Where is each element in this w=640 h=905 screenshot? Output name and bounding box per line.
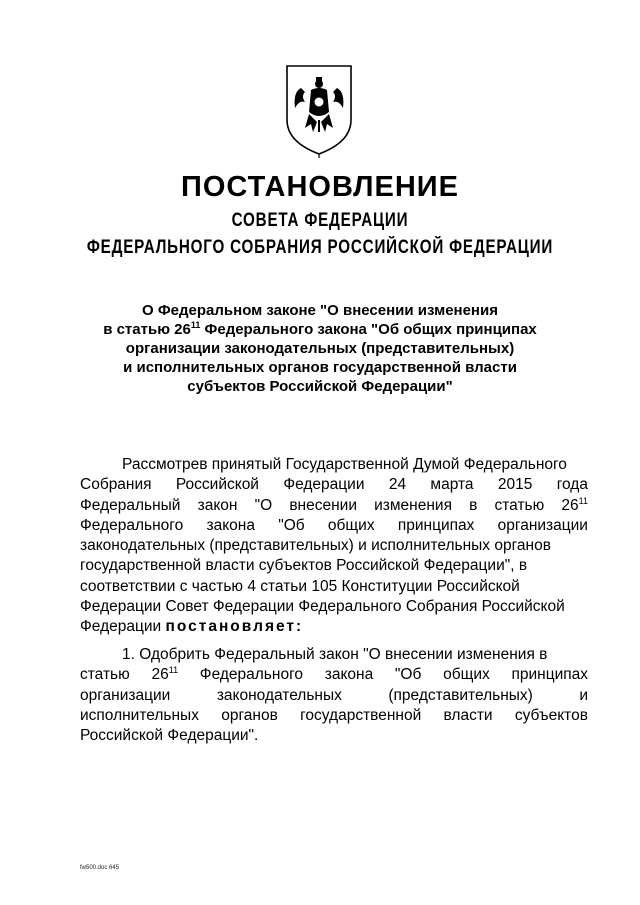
paragraph-line: соответствии с частью 4 статьи 105 Конституции Российской	[80, 577, 520, 595]
word: организации	[80, 686, 171, 704]
paragraph-line	[80, 665, 588, 685]
word: внесении	[289, 496, 357, 514]
word: закон	[197, 496, 238, 514]
word: принципах	[511, 666, 588, 684]
word: органов	[221, 706, 278, 724]
paragraph-line: 1. Одобрить Федеральный закон "О внесении изменения в	[122, 646, 548, 663]
document-code: fw500.doc 645	[80, 865, 120, 871]
preamble-paragraph	[80, 455, 588, 638]
word: "Об	[394, 666, 422, 684]
paragraph-line: Рассмотрев принятый Государственной Думой Федерального	[122, 456, 567, 473]
article-number	[561, 496, 588, 516]
paragraph-line: государственной власти субъектов Российской Федерации", в	[80, 557, 528, 575]
word: изменения	[374, 496, 452, 514]
article-number-text: 26	[151, 666, 169, 684]
russian-coat-of-arms-emblem-icon	[283, 62, 355, 158]
word: закона	[206, 516, 255, 534]
article-superscript: 11	[168, 665, 179, 676]
document-title: ПОСТАНОВЛЕНИЕ	[181, 171, 459, 203]
word: статью	[80, 666, 130, 684]
paragraph-line	[80, 686, 588, 706]
word: года	[556, 476, 588, 494]
word: (представительных)	[388, 686, 533, 704]
word: 24	[388, 476, 407, 494]
paragraph-line	[80, 617, 588, 637]
word: исполнительных	[80, 706, 199, 724]
paragraph-line	[80, 496, 588, 516]
resolution-item-1	[80, 645, 588, 746]
word: Федерального	[199, 666, 303, 684]
issuer-line-2: ФЕДЕРАЛЬНОГО СОБРАНИЯ РОССИЙСКОЙ ФЕДЕРАЦИИ	[86, 237, 554, 258]
word: 2015	[497, 476, 533, 494]
paragraph-text: Федерации	[80, 618, 166, 636]
word: "О	[254, 496, 273, 514]
heading-line: организации законодательных (представительных)	[125, 340, 515, 357]
paragraph-line	[80, 516, 588, 536]
word: закона	[324, 666, 374, 684]
word: принципах	[397, 516, 475, 534]
word: общих	[443, 666, 490, 684]
article-superscript: 11	[578, 495, 588, 506]
heading-text: в статью 26	[103, 321, 191, 338]
resolves-keyword: постановляет:	[165, 618, 304, 636]
heading-line: субъектов Российской Федерации"	[187, 378, 453, 395]
paragraph-line	[80, 706, 588, 726]
paragraph-line	[80, 475, 588, 495]
word: Федерального	[80, 516, 184, 534]
heading-text: Федерального закона "Об общих принципах	[200, 321, 537, 338]
article-superscript: 11	[190, 320, 201, 330]
word: власти	[443, 706, 493, 724]
word: Федеральный	[80, 496, 181, 514]
word: законодательных	[216, 686, 342, 704]
word: Собрания	[80, 476, 152, 494]
issuer-line-1: СОВЕТА ФЕДЕРАЦИИ	[231, 210, 409, 231]
word: организации	[497, 516, 588, 534]
heading-line: О Федеральном законе "О внесении изменения	[142, 302, 498, 319]
word: субъектов	[514, 706, 588, 724]
heading-line: и исполнительных органов государственной власти	[123, 359, 517, 376]
word: Федерации	[283, 476, 365, 494]
article-number-text: 26	[561, 496, 579, 514]
word: в	[469, 496, 478, 514]
word: марта	[430, 476, 474, 494]
article-number	[151, 665, 178, 685]
paragraph-line: законодательных (представительных) и исполнительных органов	[80, 537, 551, 555]
paragraph-line: Российской Федерации".	[80, 727, 259, 745]
paragraph-line: Федерации Совет Федерации Федерального Собрания Российской	[80, 598, 565, 616]
word: общих	[327, 516, 375, 534]
heading-line	[80, 320, 560, 339]
word: Российской	[175, 476, 259, 494]
word: статью	[494, 496, 545, 514]
word: государственной	[300, 706, 422, 724]
word: и	[579, 686, 588, 704]
subject-heading	[80, 301, 560, 396]
word: "Об	[278, 516, 305, 534]
